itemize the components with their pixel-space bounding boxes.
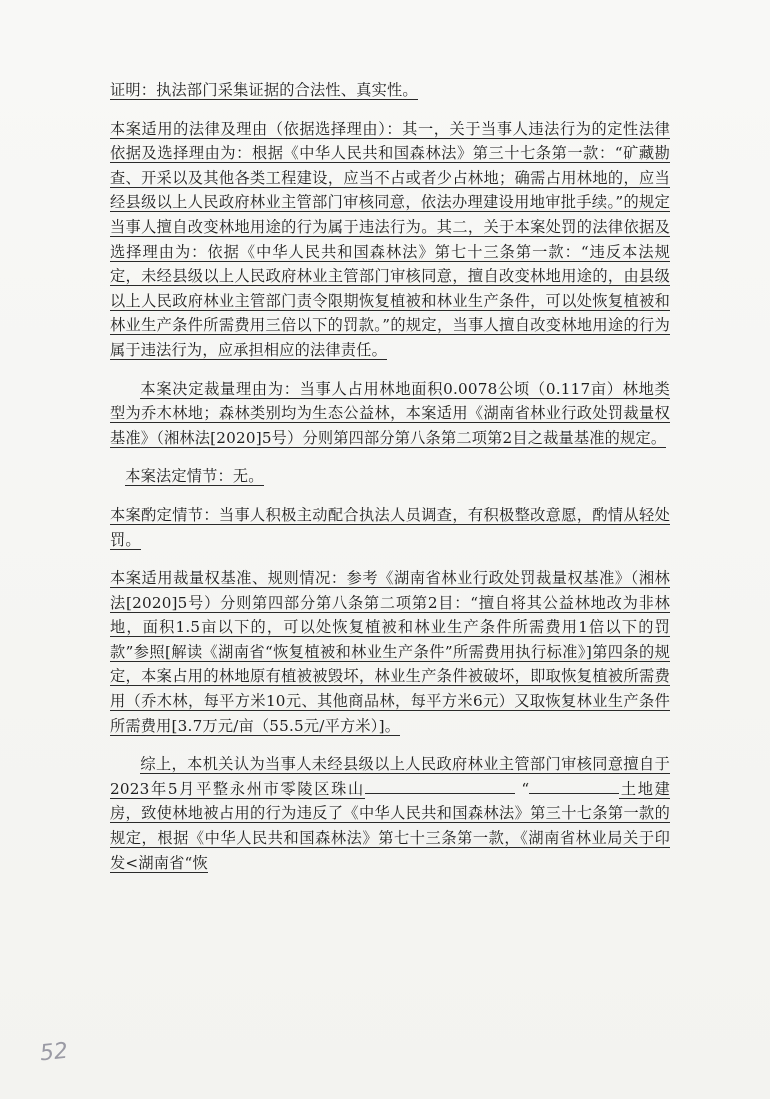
conclusion-text-part1: 综上，本机关认为当事人未经县级以上人民政府林业主管部门审核同意擅自于2023年5月平整永州市零陵区珠山 [110,755,670,798]
conclusion-quote-mark: “ [521,779,530,798]
conclusion-paragraph [110,752,670,875]
document-body [110,78,670,889]
evidence-legality-text: 证明：执法部门采集证据的合法性、真实性。 [110,81,418,99]
discretion-reason-text: 本案决定裁量理由为：当事人占用林地面积0.0078公顷（0.117亩）林地类型为乔木林地；森林类别均为生态公益林，本案适用《湖南省林业行政处罚裁量权基准》（湘林法[2020]5号）分则第四部分第八条第二项第2目之裁量基准的规定。 [110,379,670,447]
evidence-legality-paragraph [110,78,670,103]
handwritten-page-number: 52 [38,1038,70,1067]
conclusion-text-part2: 土地建房，致使林地被占用的行为违反了《中华人民共和国森林法》第三十七条第一款的规定，根据《中华人民共和国森林法》第七十三条第一款，《湖南省林业局关于印发<湖南省“恢 [110,779,670,872]
legal-basis-text: 本案适用的法律及理由（依据选择理由）：其一，关于当事人违法行为的定性法律依据及选择理由为：根据《中华人民共和国森林法》第三十七条第一款：“矿藏勘查、开采以及其他各类工程建设，应当不占或者少占林地；确需占用林地的，应当经县级以上人民政府林业主管部门审核同意，依法办理建设用地审批手续。”的规定当事人擅自改变林地用途的行为属于违法行为。其二，关于本案处罚的法律依据及选择理由为：依据《中华人民共和国森林法》第七十三条第一款：“违反本法规定，未经县级以上人民政府林业主管部门审核同意，擅自改变林地用途的，由县级以上人民政府林业主管部门责令限期恢复植被和林业生产条件，可以处恢复植被和林业生产条件所需费用三倍以下的罚款。”的规定，当事人擅自改变林地用途的行为属于违法行为，应承担相应的法律责任。 [110,119,670,359]
legal-basis-paragraph [110,117,670,363]
statutory-circumstances-text: 本案法定情节：无。 [125,467,264,486]
discretion-standard-text: 本案适用裁量权基准、规则情况：参考《湖南省林业行政处罚裁量权基准》（湘林法[2020]5号）分则第四部分第八条第二项第2目：“擅自将其公益林地改为非林地，面积1.5亩以下的，可以处恢复植被和林业生产条件所需费用1倍以下的罚款”参照[解读《湖南省“恢复植被和林业生产条件”所需费用执行标准》]第四条的规定，本案占用的林地原有植被被毁坏，林业生产条件被破坏，即取恢复植被所需费用（乔木林，每平方米10元、其他商品林，每平方米6元）又取恢复林业生产条件所需费用[3.7万元/亩（55.5元/平方米）]。 [110,569,670,735]
discretion-reason-paragraph [110,377,670,451]
discretionary-circumstances-text: 本案酌定情节：当事人积极主动配合执法人员调查，有积极整改意愿，酌情从轻处罚。 [110,505,670,549]
discretionary-circumstances-paragraph [110,503,670,552]
redacted-name [529,779,619,794]
redacted-location [365,779,515,794]
statutory-circumstances-paragraph [110,464,670,489]
discretion-standard-paragraph [110,566,670,738]
